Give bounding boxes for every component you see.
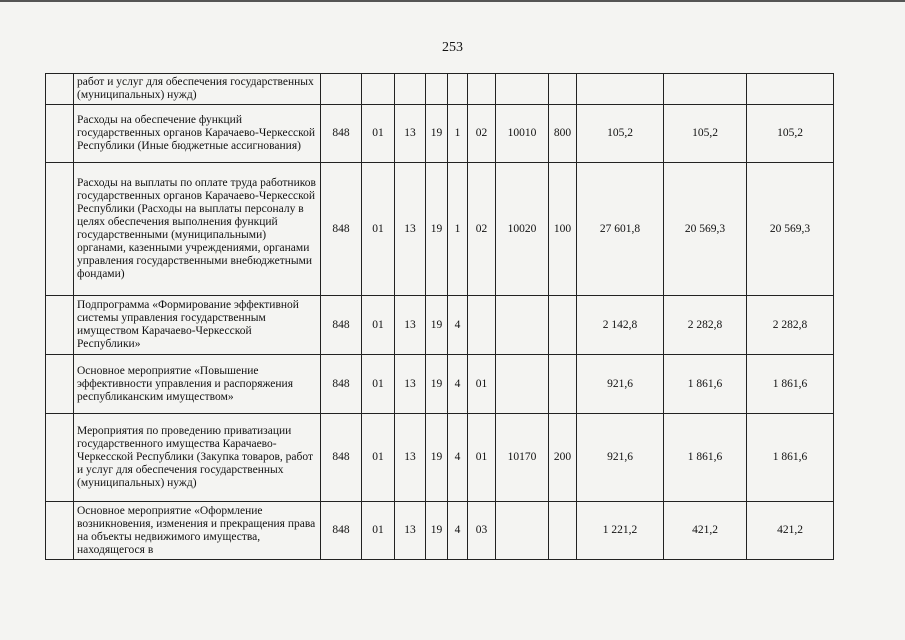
code-vedomstvo: 848 <box>321 355 362 414</box>
code-program: 19 <box>426 163 448 296</box>
amount-year-2: 1 861,6 <box>664 414 747 502</box>
code-podrazdel: 13 <box>395 355 426 414</box>
code-subprogram <box>448 74 468 105</box>
code-razdel: 01 <box>362 105 395 163</box>
code-vedomstvo <box>321 74 362 105</box>
table-row <box>46 296 834 355</box>
row-index-cell <box>46 355 74 414</box>
code-program: 19 <box>426 502 448 560</box>
row-index-cell <box>46 163 74 296</box>
amount-year-3 <box>747 74 834 105</box>
code-program: 19 <box>426 296 448 355</box>
row-description: Основное мероприятие «Повышение эффективности управления и распоряжения республиканским имуществом» <box>74 355 321 414</box>
code-vedomstvo: 848 <box>321 105 362 163</box>
code-event: 02 <box>468 105 496 163</box>
code-event <box>468 74 496 105</box>
row-index-cell <box>46 414 74 502</box>
code-razdel: 01 <box>362 163 395 296</box>
amount-year-1: 27 601,8 <box>577 163 664 296</box>
amount-year-2: 421,2 <box>664 502 747 560</box>
amount-year-2 <box>664 74 747 105</box>
page-number: 253 <box>442 40 463 55</box>
code-vedomstvo: 848 <box>321 296 362 355</box>
amount-year-2: 20 569,3 <box>664 163 747 296</box>
table-row <box>46 74 834 105</box>
code-event: 03 <box>468 502 496 560</box>
code-program: 19 <box>426 355 448 414</box>
code-direction: 10020 <box>496 163 549 296</box>
amount-year-2: 2 282,8 <box>664 296 747 355</box>
code-subprogram: 4 <box>448 355 468 414</box>
code-expense-type: 200 <box>549 414 577 502</box>
budget-table <box>45 73 834 560</box>
row-index-cell <box>46 296 74 355</box>
code-razdel: 01 <box>362 414 395 502</box>
code-subprogram: 4 <box>448 296 468 355</box>
row-description: работ и услуг для обеспечения государственных (муниципальных) нужд) <box>74 74 321 105</box>
amount-year-1: 921,6 <box>577 355 664 414</box>
table-row <box>46 105 834 163</box>
code-podrazdel <box>395 74 426 105</box>
code-expense-type <box>549 502 577 560</box>
amount-year-1: 1 221,2 <box>577 502 664 560</box>
code-subprogram: 4 <box>448 414 468 502</box>
code-vedomstvo: 848 <box>321 163 362 296</box>
code-podrazdel: 13 <box>395 296 426 355</box>
code-event: 01 <box>468 355 496 414</box>
code-direction <box>496 502 549 560</box>
code-razdel: 01 <box>362 502 395 560</box>
code-razdel: 01 <box>362 355 395 414</box>
table-row <box>46 502 834 560</box>
table-row <box>46 414 834 502</box>
code-direction: 10170 <box>496 414 549 502</box>
table-row <box>46 355 834 414</box>
row-index-cell <box>46 502 74 560</box>
row-index-cell <box>46 105 74 163</box>
code-vedomstvo: 848 <box>321 502 362 560</box>
row-description: Подпрограмма «Формирование эффективной системы управления государственным имуществом Карачаево-Черкесской Республики» <box>74 296 321 355</box>
amount-year-3: 2 282,8 <box>747 296 834 355</box>
row-description: Расходы на выплаты по оплате труда работников государственных органов Карачаево-Черкесской Республики (Расходы на выплаты персоналу в целях обеспечения выполнения функций государственными (муниципальными) органами, казенными учреждениями, органами управления государственными внебюджетными фондами) <box>74 163 321 296</box>
row-description: Мероприятия по проведению приватизации государственного имущества Карачаево-Черкесской Республики (Закупка товаров, работ и услуг для обеспечения государственных (муниципальных) нужд) <box>74 414 321 502</box>
code-direction: 10010 <box>496 105 549 163</box>
amount-year-1: 105,2 <box>577 105 664 163</box>
code-event: 02 <box>468 163 496 296</box>
code-expense-type <box>549 296 577 355</box>
code-direction <box>496 296 549 355</box>
code-podrazdel: 13 <box>395 163 426 296</box>
row-description: Расходы на обеспечение функций государственных органов Карачаево-Черкесской Республики (Иные бюджетные ассигнования) <box>74 105 321 163</box>
row-index-cell <box>46 74 74 105</box>
code-podrazdel: 13 <box>395 105 426 163</box>
code-expense-type <box>549 355 577 414</box>
amount-year-2: 1 861,6 <box>664 355 747 414</box>
code-program <box>426 74 448 105</box>
amount-year-3: 1 861,6 <box>747 355 834 414</box>
code-vedomstvo: 848 <box>321 414 362 502</box>
code-subprogram: 1 <box>448 163 468 296</box>
amount-year-3: 20 569,3 <box>747 163 834 296</box>
amount-year-1 <box>577 74 664 105</box>
amount-year-3: 421,2 <box>747 502 834 560</box>
code-expense-type: 800 <box>549 105 577 163</box>
code-program: 19 <box>426 105 448 163</box>
amount-year-1: 2 142,8 <box>577 296 664 355</box>
code-direction <box>496 74 549 105</box>
amount-year-3: 105,2 <box>747 105 834 163</box>
table-row <box>46 163 834 296</box>
code-podrazdel: 13 <box>395 414 426 502</box>
code-podrazdel: 13 <box>395 502 426 560</box>
amount-year-3: 1 861,6 <box>747 414 834 502</box>
amount-year-1: 921,6 <box>577 414 664 502</box>
code-expense-type <box>549 74 577 105</box>
code-subprogram: 1 <box>448 105 468 163</box>
code-direction <box>496 355 549 414</box>
code-subprogram: 4 <box>448 502 468 560</box>
code-event: 01 <box>468 414 496 502</box>
code-expense-type: 100 <box>549 163 577 296</box>
code-razdel: 01 <box>362 296 395 355</box>
scan-top-edge <box>0 0 905 2</box>
code-event <box>468 296 496 355</box>
code-razdel <box>362 74 395 105</box>
code-program: 19 <box>426 414 448 502</box>
row-description: Основное мероприятие «Оформление возникновения, изменения и прекращения права на объекты недвижимого имущества, находящегося в <box>74 502 321 560</box>
amount-year-2: 105,2 <box>664 105 747 163</box>
